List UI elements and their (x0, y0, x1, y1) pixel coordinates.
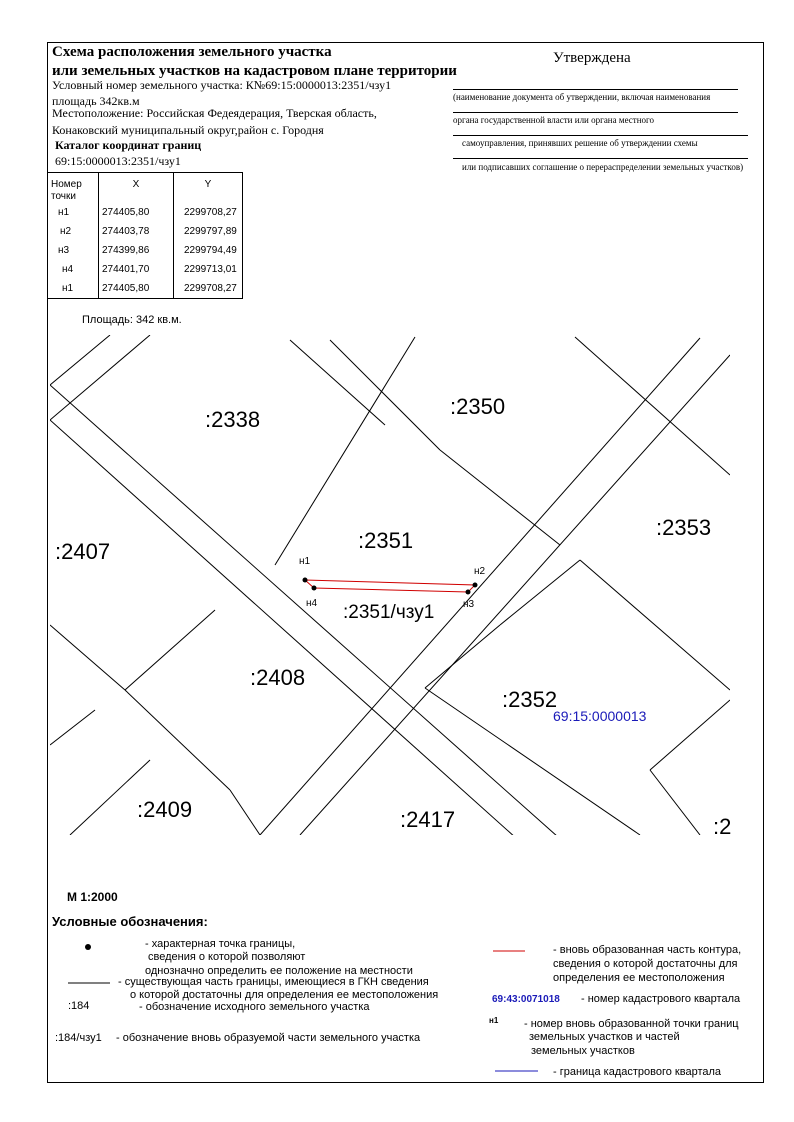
row-1-point: н1 (48, 203, 99, 222)
parcel-label-2408: :2408 (250, 665, 306, 690)
conditional-number: Условный номер земельного участка: К№69:15:0000013:2351/чзу1 (52, 78, 392, 92)
part-label-2351-chzu1: :2351/чзу1 (343, 602, 435, 623)
legend-quarter-border-desc: - граница кадастрового квартала (553, 1066, 722, 1078)
legend-existing-desc-1: - существующая часть границы, имеющиеся в ГКН сведения (118, 976, 429, 988)
new-part-polygon (305, 580, 475, 592)
scale-label: М 1:2000 (67, 890, 118, 904)
area-text: площадь 342кв.м (52, 94, 140, 108)
boundary-line (50, 335, 150, 420)
legend-npoint-desc-2: земельных участков и частей (529, 1031, 680, 1043)
point-label-n2: н2 (474, 566, 486, 577)
point-n4 (312, 586, 317, 591)
legend-npoint-desc-3: земельных участков (531, 1045, 635, 1057)
approval-title: Утверждена (553, 50, 631, 66)
location-line-1: Местоположение: Российская Федеядерация, Тверская область, (52, 106, 377, 120)
row-4-y: 2299713,01 (174, 260, 243, 279)
row-5-x: 274405,80 (99, 279, 174, 299)
point-n1 (303, 578, 308, 583)
row-2-point: н2 (48, 222, 99, 241)
catalog-title: Каталог координат границ (55, 138, 202, 152)
boundary-line (230, 790, 260, 835)
boundary-line (50, 625, 125, 690)
row-3-point: н3 (48, 241, 99, 260)
legend-parcel-example: :184 (68, 1000, 90, 1012)
legend-quarter-desc: - номер кадастрового квартала (581, 993, 741, 1005)
header-number: Номер точки (48, 173, 99, 204)
boundary-line (125, 690, 230, 790)
legend-new-desc-2: сведения о которой достаточны для (553, 958, 738, 970)
road-edge-4 (300, 355, 730, 835)
parcel-label-2417: :2417 (400, 807, 456, 832)
legend-npoint-desc-1: - номер вновь образованной точки границ (524, 1018, 739, 1030)
boundary-line (650, 770, 700, 835)
title-line-1: Схема расположения земельного участка (52, 44, 332, 60)
legend-point-dot (85, 944, 91, 950)
row-2-x: 274403,78 (99, 222, 174, 241)
approval-line-2: органа государственной власти или органа местного (453, 115, 654, 125)
legend-part-desc: - обозначение вновь образуемой части земельного участка (116, 1032, 421, 1044)
point-label-n4: н4 (306, 598, 318, 609)
boundary-line (650, 700, 730, 770)
boundary-line (500, 560, 580, 625)
boundary-line (580, 560, 730, 690)
parcel-label-2-partial: :2 (713, 814, 732, 839)
parcel-label-2351: :2351 (358, 528, 414, 553)
legend-title: Условные обозначения: (52, 914, 208, 929)
boundary-line (50, 710, 95, 745)
legend-parcel-desc: - обозначение исходного земельного участка (139, 1001, 370, 1013)
approval-line-3: самоуправления, принявших решение об утверждении схемы (462, 138, 698, 148)
point-n3 (466, 590, 471, 595)
boundary-line (50, 335, 110, 385)
boundary-line (125, 610, 215, 690)
legend-new-desc-3: определения ее местоположения (553, 972, 725, 984)
quarter-number-label: 69:15:0000013 (553, 708, 647, 724)
legend-existing-desc-2: о которой достаточны для определения ее местоположения (130, 989, 439, 1001)
parcel-label-2350: :2350 (450, 394, 506, 419)
row-3-x: 274399,86 (99, 241, 174, 260)
legend-point-desc-2: сведения о которой позволяют (148, 951, 306, 963)
boundary-line (290, 340, 385, 425)
row-5-point: н1 (48, 279, 99, 299)
parcel-label-2407: :2407 (55, 539, 111, 564)
legend-new-desc-1: - вновь образованная часть контура, (553, 944, 742, 956)
area-note: Площадь: 342 кв.м. (82, 314, 182, 326)
legend-point-example: н1 (489, 1016, 499, 1025)
legend-quarter-example: 69:43:0071018 (492, 994, 560, 1005)
boundary-line (425, 625, 500, 688)
new-part-contour (305, 580, 475, 592)
row-4-x: 274401,70 (99, 260, 174, 279)
legend-part-example: :184/чзу1 (55, 1032, 102, 1044)
legend-point-desc-1: - характерная точка границы, (145, 938, 296, 950)
row-2-y: 2299797,89 (174, 222, 243, 241)
legend-point-desc-3: однозначно определить ее положение на местности (145, 965, 413, 977)
boundary-line (575, 337, 730, 475)
title-line-2: или земельных участков на кадастровом плане территории (52, 63, 457, 79)
boundary-line (440, 450, 560, 545)
point-label-n1: н1 (299, 556, 311, 567)
header-x: X (99, 173, 174, 204)
boundary-line (330, 340, 440, 450)
location-line-2: Конаковский муниципальный округ,район с. Городня (52, 123, 324, 137)
point-label-n3: н3 (463, 599, 475, 610)
approval-line-1: (наименование документа об утверждении, включая наименования (453, 92, 711, 102)
row-1-y: 2299708,27 (174, 203, 243, 222)
parcel-label-2338: :2338 (205, 407, 261, 432)
parcel-label-2353: :2353 (656, 515, 712, 540)
parcel-label-2352: :2352 (502, 687, 558, 712)
row-4-point: н4 (48, 260, 99, 279)
row-1-x: 274405,80 (99, 203, 174, 222)
row-3-y: 2299794,49 (174, 241, 243, 260)
approval-line-4: или подписавших соглашение о перераспределении земельных участков) (462, 162, 744, 172)
catalog-number: 69:15:0000013:2351/чзу1 (55, 154, 181, 168)
parcel-label-2409: :2409 (137, 797, 193, 822)
header-y: Y (174, 173, 243, 204)
row-5-y: 2299708,27 (174, 279, 243, 299)
point-n2 (473, 583, 478, 588)
